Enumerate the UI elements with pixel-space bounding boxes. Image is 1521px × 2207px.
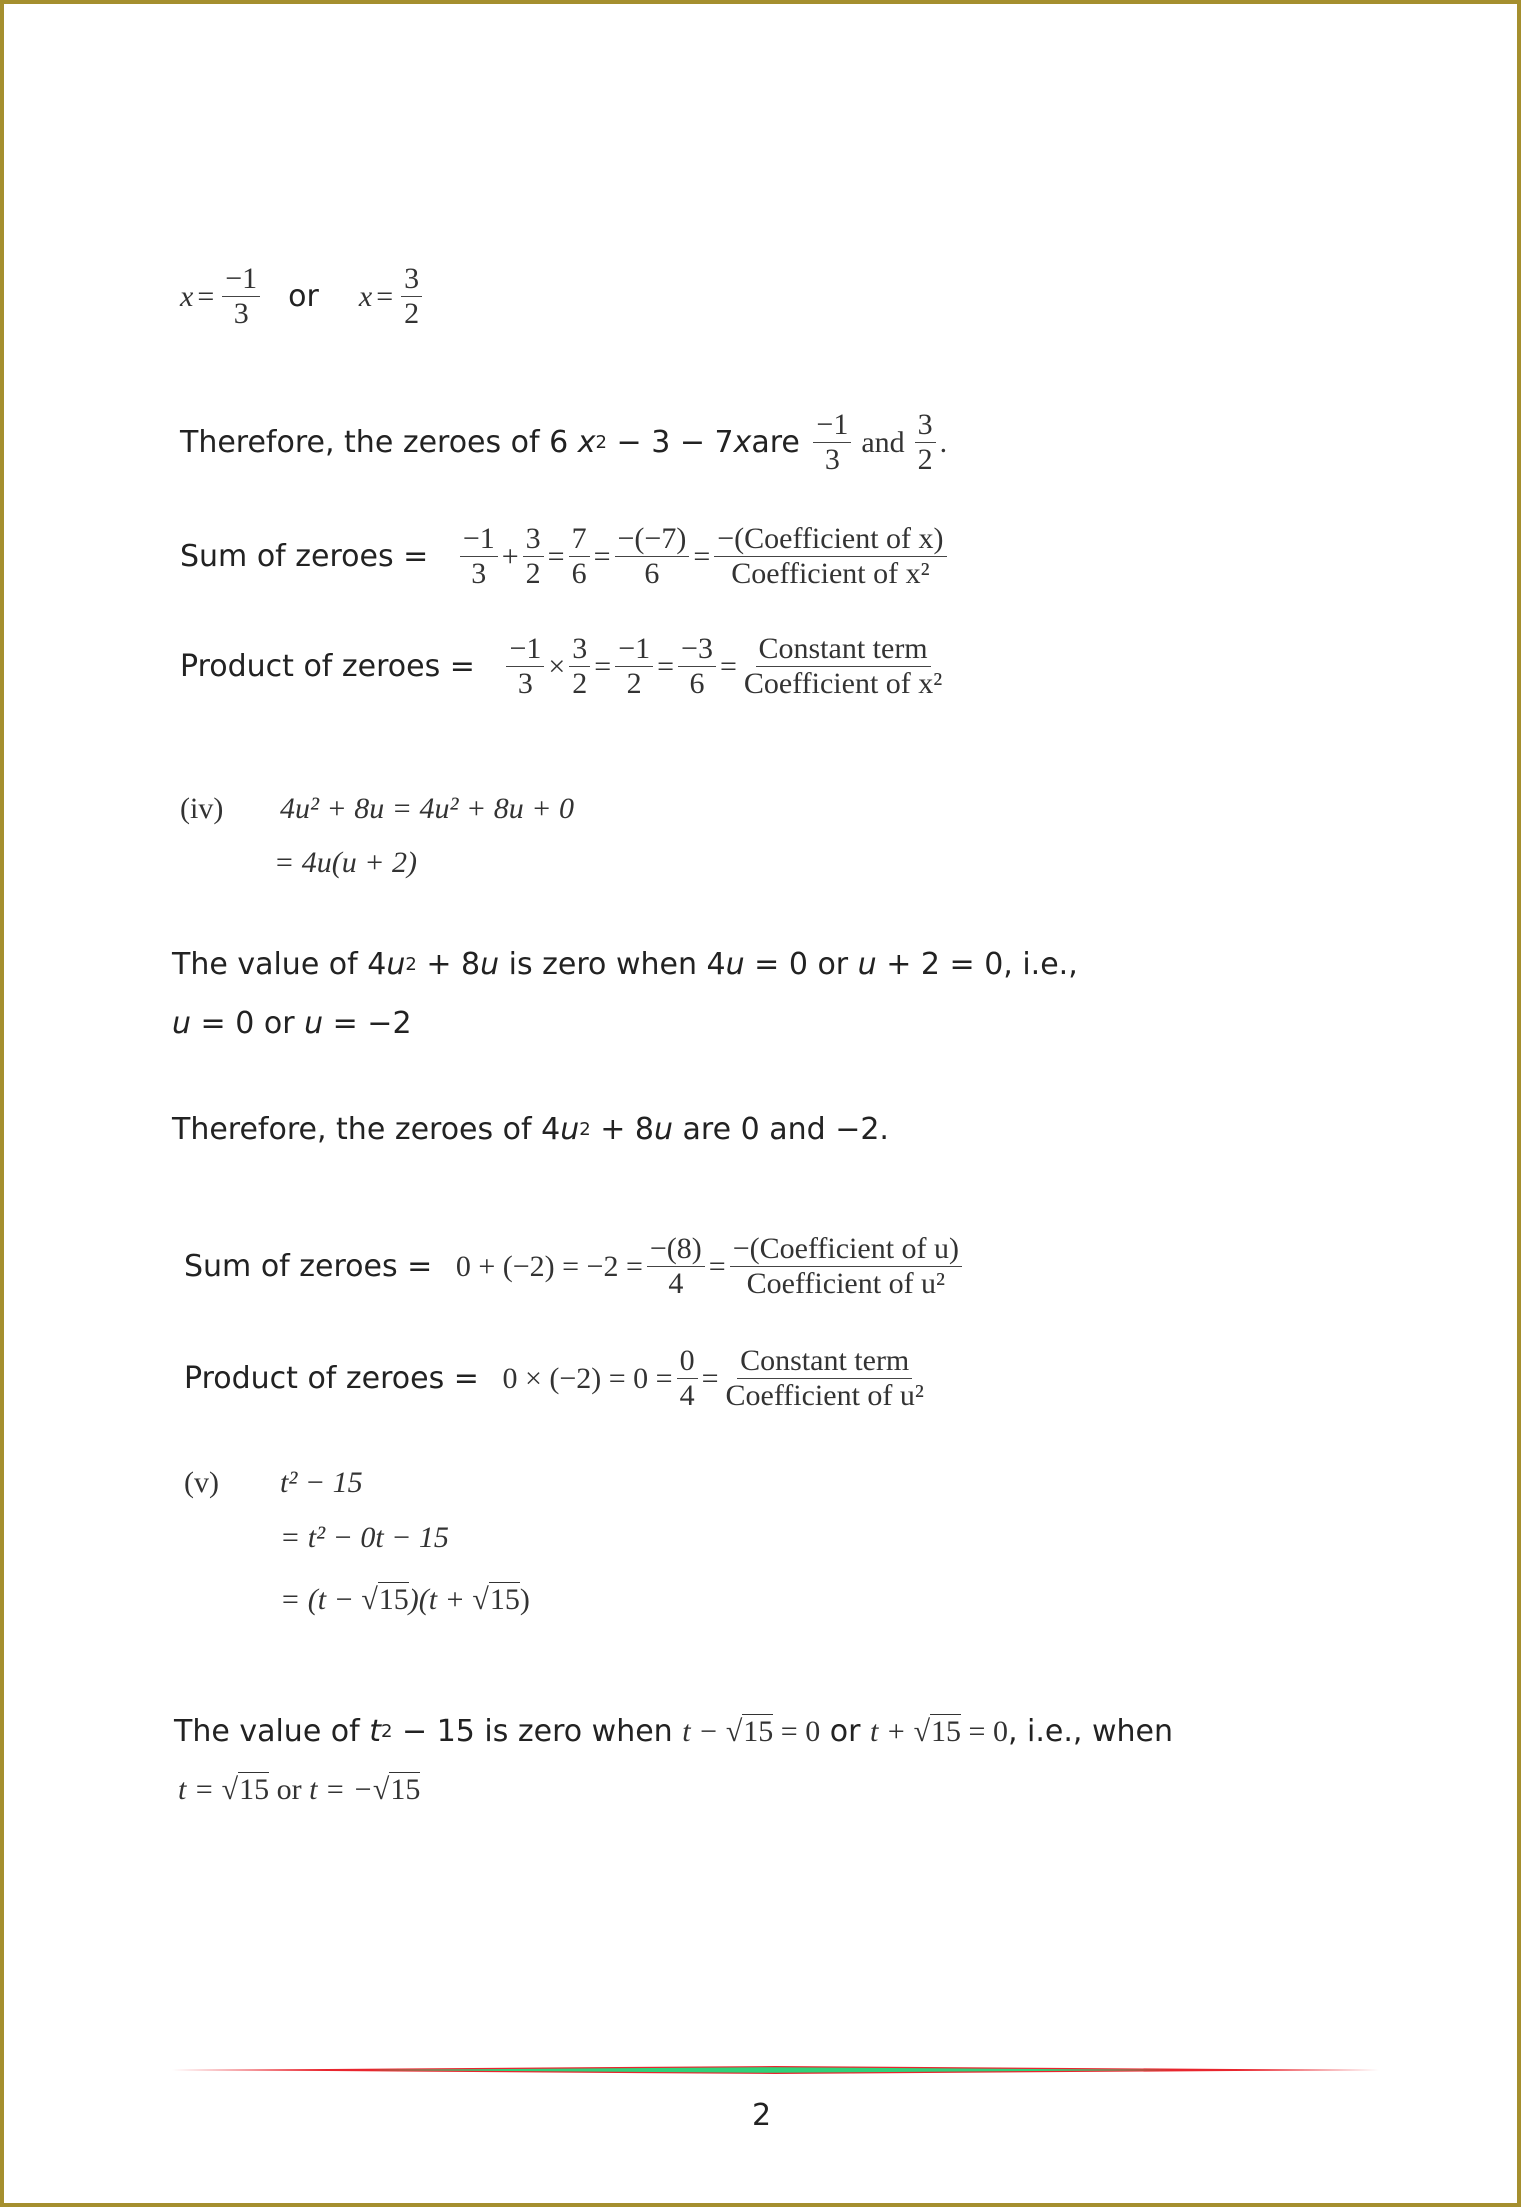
den: 6 (571, 557, 587, 590)
fraction (401, 262, 422, 331)
text: − 15 is zero when (392, 1714, 683, 1749)
num: −3 (678, 632, 716, 667)
var: x (733, 425, 752, 460)
op: = (657, 649, 675, 683)
op: = (719, 649, 737, 683)
op: = (547, 539, 565, 573)
text: The value of (174, 1714, 370, 1749)
num: Constant term (756, 632, 931, 667)
den: 2 (917, 443, 933, 476)
text: = 0 or (191, 1006, 305, 1041)
part-v-line-1 (184, 1466, 363, 1500)
text: Therefore, the zeroes of 6 (180, 425, 569, 460)
expr: 0 × (−2) = 0 = (502, 1361, 673, 1395)
op: = (693, 539, 711, 573)
op: = (594, 649, 612, 683)
sup: 2 (381, 1721, 393, 1742)
text: + 2 = 0, i.e., (876, 947, 1078, 982)
part-label: (iv) (180, 792, 224, 825)
text: or (269, 1772, 310, 1806)
radicand: 15 (489, 1583, 520, 1616)
label: Product of zeroes = (180, 649, 485, 684)
fraction (569, 632, 590, 701)
op: = (701, 1361, 719, 1395)
sup: 2 (595, 432, 607, 453)
therefore-line-2 (172, 1112, 889, 1147)
value-line-v: The value of t 2 − 15 is zero when t − √15 = 0 or t + √15 = 0 , i.e., when (174, 1714, 1173, 1749)
part-v-line-3: = (t − √ 15 )(t + √ 15 ) (280, 1582, 530, 1616)
expr: t = (178, 1772, 222, 1806)
sum-of-zeroes-2 (184, 1232, 966, 1301)
den: 2 (626, 667, 642, 700)
therefore-line-1 (180, 408, 947, 477)
value-line-v-2: t = √ 15 or t = − √ 15 (178, 1772, 421, 1806)
var: x (577, 425, 596, 460)
expr: 0 + (−2) = −2 = (455, 1249, 643, 1283)
label: Sum of zeroes = (184, 1249, 442, 1284)
part-iv-line-2 (274, 846, 417, 880)
fraction (523, 522, 544, 591)
fraction (506, 632, 544, 701)
and: and (861, 425, 905, 459)
num: Constant term (737, 1344, 912, 1379)
text: or (820, 1714, 870, 1749)
num: −1 (506, 632, 544, 667)
den: 3 (517, 667, 533, 700)
eq: = (197, 279, 215, 313)
den: Coefficient of u² (746, 1267, 946, 1300)
part-iv-line-1 (180, 792, 574, 826)
text: are 0 and −2. (673, 1112, 889, 1147)
page-number: 2 (752, 2098, 772, 2133)
expr: t² − 15 (280, 1466, 363, 1499)
text: The value of 4 (172, 947, 387, 982)
expr: = (t − (280, 1582, 362, 1616)
sum-of-zeroes-1 (180, 522, 951, 591)
den: 3 (233, 297, 249, 330)
den: 2 (572, 667, 588, 700)
value-line-iv-2 (172, 1006, 412, 1041)
expr: ) (519, 1582, 530, 1616)
var: x (180, 279, 194, 313)
fraction (677, 1344, 698, 1413)
op: = (708, 1249, 726, 1283)
fraction (615, 522, 690, 591)
den: 4 (668, 1267, 684, 1300)
den: Coefficient of x² (743, 667, 943, 700)
var: u (560, 1112, 580, 1147)
num: −1 (460, 522, 498, 557)
fraction (615, 632, 653, 701)
fraction (915, 408, 936, 477)
num: 3 (523, 522, 544, 557)
text: + 8 (416, 947, 481, 982)
expr: 4u² + 8u = 4u² + 8u + 0 (280, 792, 574, 825)
solutions-line (180, 262, 426, 331)
num: −1 (813, 408, 851, 443)
fraction (460, 522, 498, 591)
num: −(Coefficient of x) (714, 522, 946, 557)
den: 3 (824, 443, 840, 476)
or-text: or (288, 279, 319, 314)
fraction (723, 1344, 927, 1413)
fraction (678, 632, 716, 701)
var: u (304, 1006, 324, 1041)
num: 0 (677, 1344, 698, 1379)
den: 2 (404, 297, 420, 330)
expr: )(t + (408, 1582, 473, 1616)
op: × (548, 649, 566, 683)
fraction (741, 632, 945, 701)
var: x (358, 279, 373, 313)
num: 3 (915, 408, 936, 443)
radicand: 15 (378, 1583, 409, 1616)
value-line-iv (172, 947, 1078, 982)
var: t (369, 1714, 382, 1749)
fraction (569, 522, 590, 591)
fraction (730, 1232, 962, 1301)
eq: = (376, 279, 394, 313)
fraction (813, 408, 851, 477)
expr: = 0 (773, 1714, 821, 1748)
expr: t = − (309, 1772, 373, 1806)
product-of-zeroes-2 (184, 1344, 931, 1413)
num: −(−7) (615, 522, 690, 557)
var: u (653, 1112, 673, 1147)
text: , i.e., when (1007, 1714, 1173, 1749)
den: 2 (525, 557, 541, 590)
label: Product of zeroes = (184, 1361, 489, 1396)
expr: t − (682, 1714, 726, 1748)
fraction (647, 1232, 705, 1301)
den: 4 (679, 1379, 695, 1412)
expr: = t² − 0t − 15 (280, 1521, 449, 1554)
radicand: 15 (931, 1714, 962, 1748)
sup: 2 (579, 1119, 591, 1140)
label: Sum of zeroes = (180, 539, 438, 574)
num: 7 (569, 522, 590, 557)
text: = −2 (323, 1006, 412, 1041)
var: u (172, 1006, 192, 1041)
num: −(Coefficient of u) (730, 1232, 962, 1267)
den: Coefficient of x² (731, 557, 930, 590)
radicand: 15 (743, 1714, 774, 1748)
den: 3 (471, 557, 487, 590)
var: u (480, 947, 500, 982)
expr: t + (869, 1714, 914, 1748)
den: 6 (644, 557, 660, 590)
text: = 0 or (744, 947, 858, 982)
radicand: 15 (239, 1773, 270, 1806)
text: are (751, 425, 800, 460)
expr: = 4u(u + 2) (274, 846, 417, 879)
product-of-zeroes-1 (180, 632, 949, 701)
text: − 3 − 7 (606, 425, 734, 460)
footer-rule (172, 2066, 1379, 2074)
den: 6 (689, 667, 705, 700)
expr: = 0 (961, 1714, 1008, 1748)
text: + 8 (590, 1112, 654, 1147)
fraction (222, 262, 260, 331)
num: −1 (222, 262, 260, 297)
part-label: (v) (184, 1466, 219, 1499)
den: Coefficient of u² (725, 1379, 924, 1412)
text: Therefore, the zeroes of 4 (172, 1112, 561, 1147)
sup: 2 (405, 954, 417, 975)
num: 3 (569, 632, 590, 667)
part-v-line-2 (280, 1521, 449, 1555)
op: = (593, 539, 611, 573)
num: −1 (615, 632, 653, 667)
radicand: 15 (390, 1773, 421, 1806)
var: u (386, 947, 406, 982)
op: + (501, 539, 519, 573)
num: −(8) (647, 1232, 705, 1267)
fraction (714, 522, 946, 591)
var: u (857, 947, 877, 982)
var: u (725, 947, 745, 982)
text: is zero when 4 (499, 947, 726, 982)
period: . (939, 425, 948, 459)
num: 3 (401, 262, 422, 297)
